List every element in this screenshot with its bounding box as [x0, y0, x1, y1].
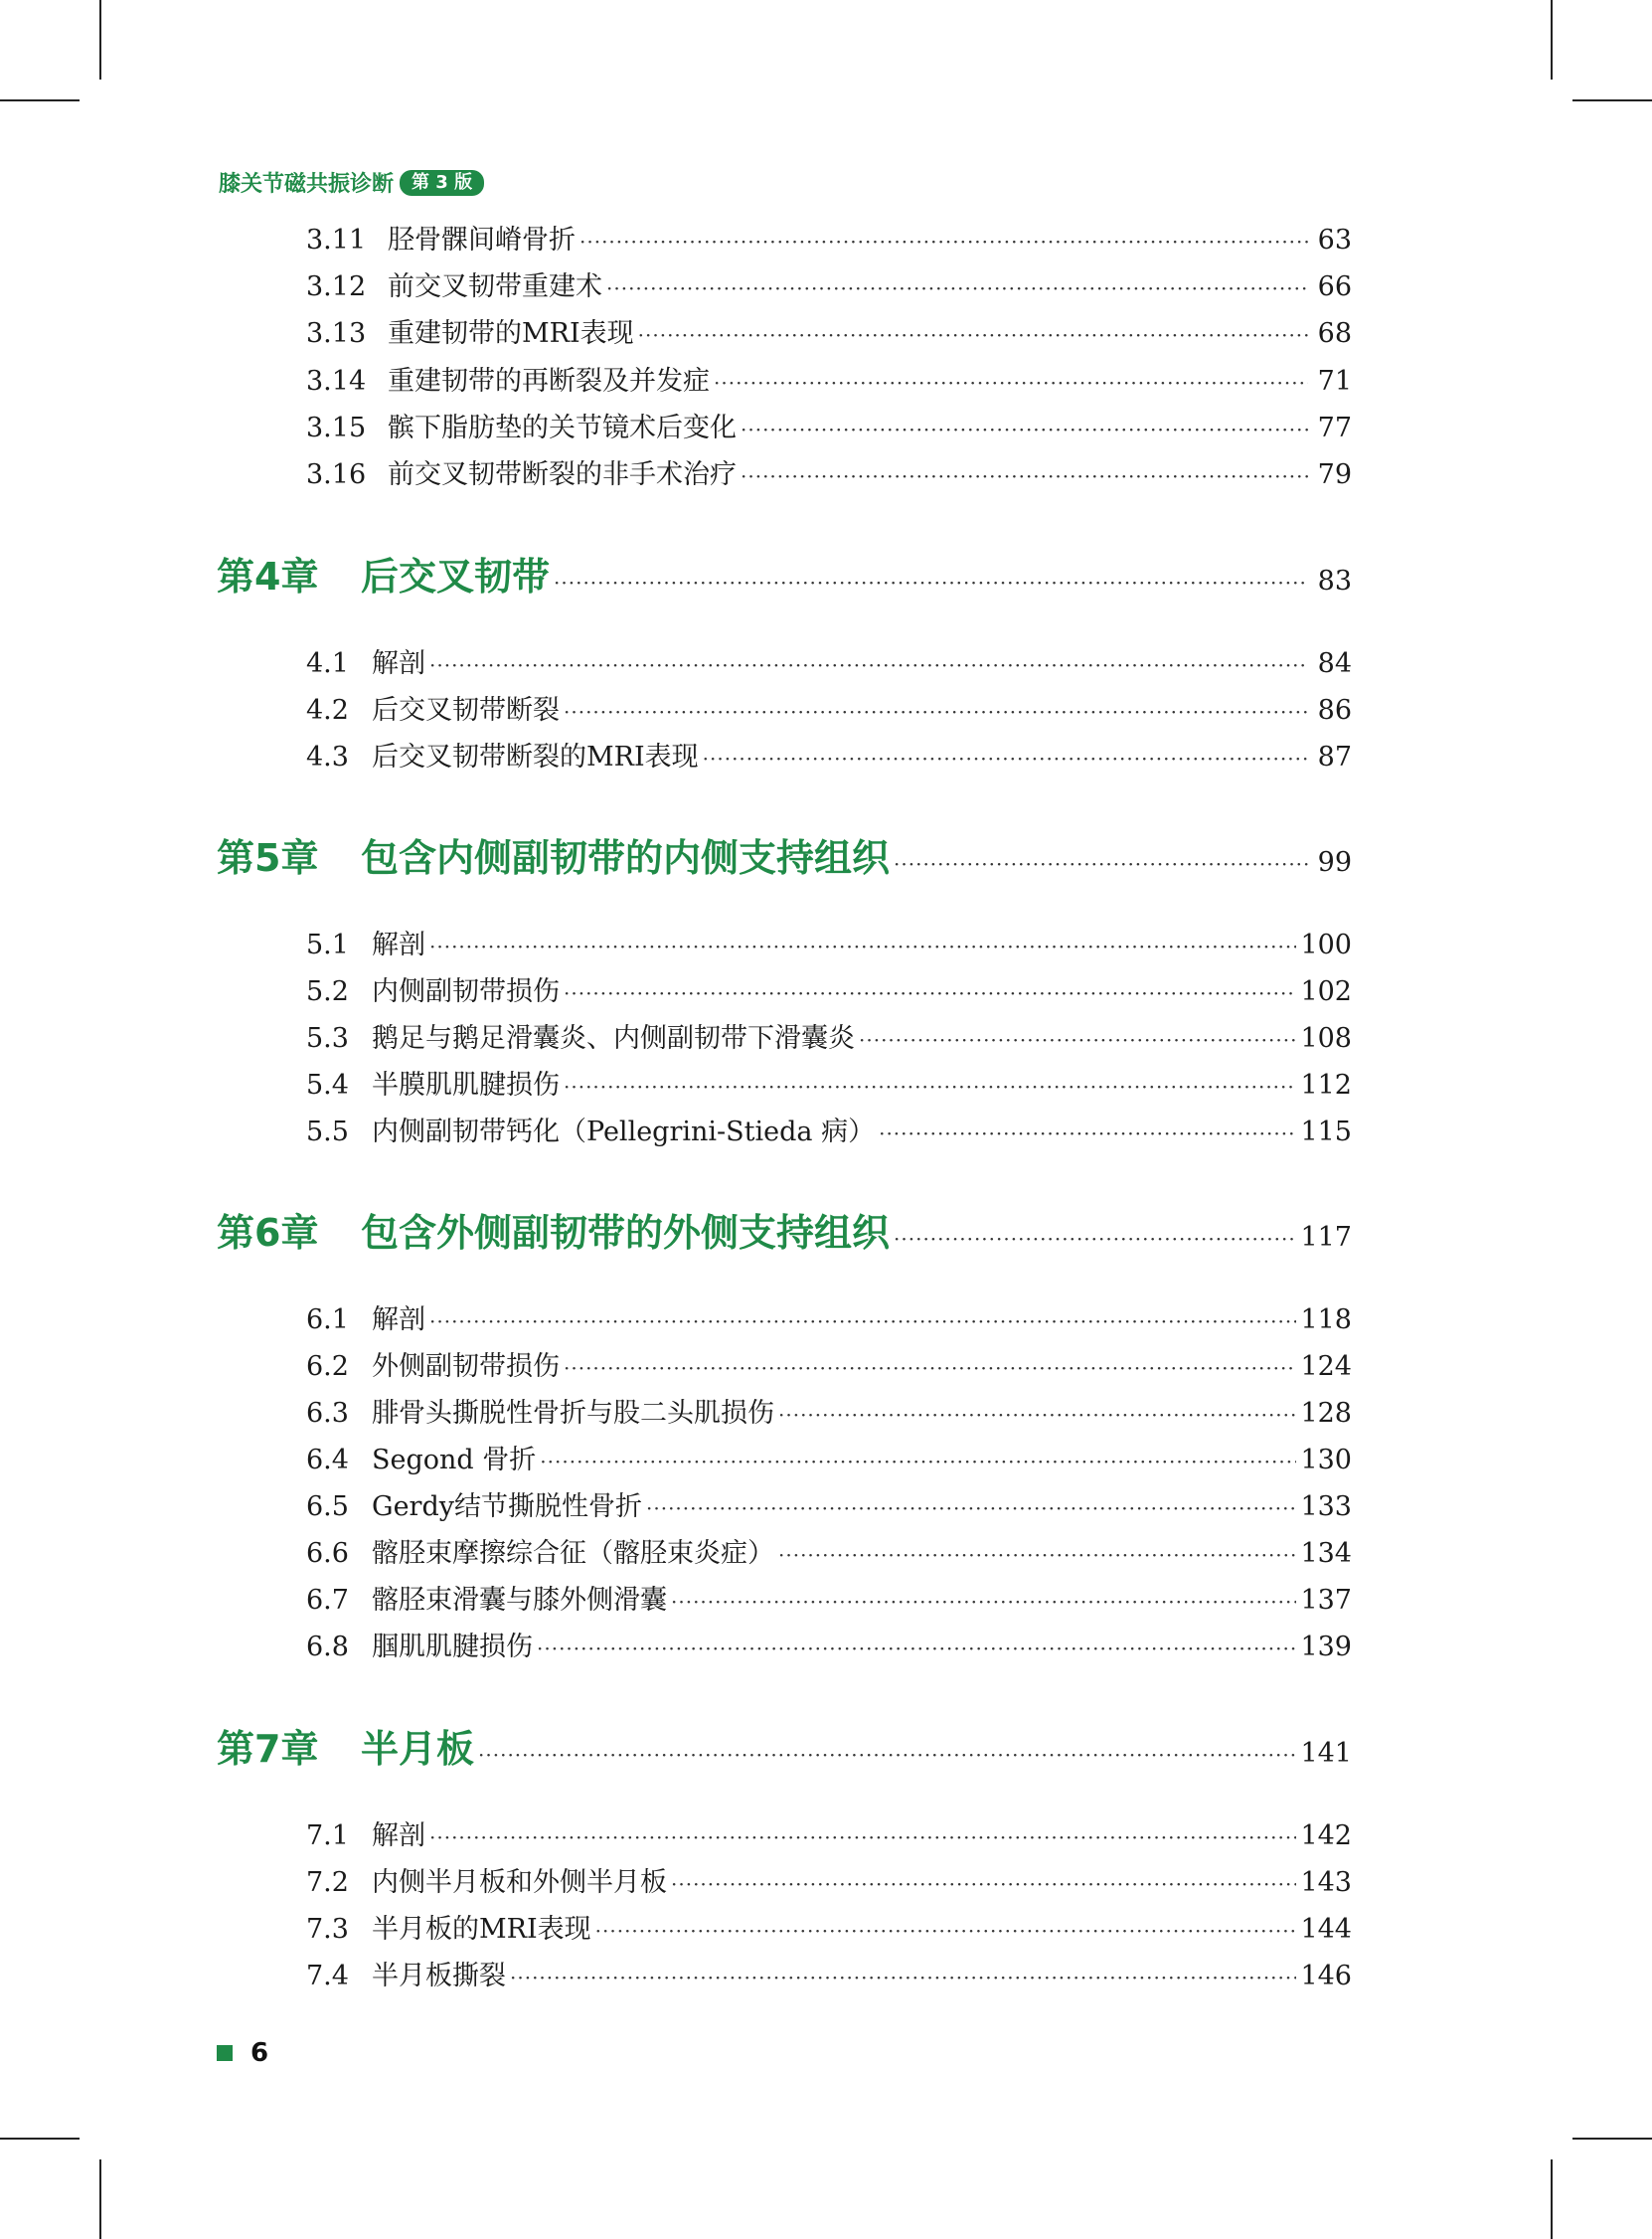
leader-dots — [741, 456, 1308, 496]
leader-dots — [671, 1582, 1296, 1622]
section-page: 124 — [1300, 1351, 1352, 1382]
section-number: 4.1 — [306, 648, 349, 679]
section-page: 79 — [1317, 459, 1352, 490]
section-page: 118 — [1300, 1304, 1352, 1335]
section-title: 解剖 — [372, 648, 425, 679]
section-number: 6.3 — [306, 1398, 349, 1429]
leader-dots — [537, 1629, 1296, 1668]
toc-section-row[interactable] — [306, 1534, 1352, 1574]
leader-dots — [478, 1727, 1296, 1783]
toc-section-row[interactable] — [306, 314, 1352, 354]
leader-dots — [564, 973, 1296, 1013]
section-page: 133 — [1300, 1491, 1352, 1522]
leader-dots — [429, 1817, 1296, 1857]
toc-section-row[interactable] — [306, 1066, 1352, 1106]
toc-section-row[interactable] — [306, 221, 1352, 260]
toc-section-row[interactable] — [306, 455, 1352, 495]
chapter-page: 141 — [1300, 1738, 1352, 1769]
section-title: 髂胫束摩擦综合征（髂胫束炎症） — [372, 1538, 774, 1569]
leader-dots — [778, 1535, 1296, 1575]
leader-dots — [741, 410, 1308, 449]
leader-dots — [554, 555, 1308, 610]
toc-section-row[interactable] — [306, 1394, 1352, 1434]
chapter-number: 第5章 — [217, 836, 319, 880]
section-title: 鹅足与鹅足滑囊炎、内侧副韧带下滑囊炎 — [372, 1023, 855, 1054]
section-title: 腓骨头撕脱性骨折与股二头肌损伤 — [372, 1398, 774, 1429]
leader-dots — [894, 836, 1308, 892]
section-page: 112 — [1300, 1070, 1352, 1101]
toc-section-row[interactable] — [306, 1910, 1352, 1950]
leader-dots — [879, 1114, 1296, 1153]
section-title: Gerdy结节撕脱性骨折 — [372, 1491, 642, 1522]
section-title: 外侧副韧带损伤 — [372, 1351, 560, 1382]
section-page: 100 — [1300, 930, 1352, 960]
section-number: 5.4 — [306, 1070, 349, 1101]
section-number: 4.2 — [306, 695, 349, 726]
section-page: 102 — [1300, 976, 1352, 1007]
section-page: 139 — [1300, 1632, 1352, 1662]
toc-section-row[interactable] — [306, 1863, 1352, 1903]
toc-chapter-row[interactable] — [217, 830, 1352, 886]
section-title: 内侧副韧带损伤 — [372, 976, 560, 1007]
leader-dots — [703, 739, 1308, 778]
section-title: 内侧副韧带钙化（Pellegrini-Stieda 病） — [372, 1117, 876, 1147]
section-title: 腘肌肌腱损伤 — [372, 1632, 533, 1662]
section-number: 7.1 — [306, 1820, 349, 1851]
section-number: 6.5 — [306, 1491, 349, 1522]
toc-section-row[interactable] — [306, 1019, 1352, 1059]
section-number: 6.1 — [306, 1304, 349, 1335]
toc-section-row[interactable] — [306, 1487, 1352, 1527]
section-number: 5.1 — [306, 930, 349, 960]
section-page: 134 — [1300, 1538, 1352, 1569]
toc-section-row[interactable] — [306, 926, 1352, 965]
section-number: 3.16 — [306, 459, 367, 490]
leader-dots — [714, 363, 1308, 403]
section-number: 6.8 — [306, 1632, 349, 1662]
leader-dots — [859, 1020, 1296, 1060]
toc-section-row[interactable] — [306, 362, 1352, 402]
toc-section-row[interactable] — [306, 1347, 1352, 1387]
section-number: 5.3 — [306, 1023, 349, 1054]
toc-section-row[interactable] — [306, 1581, 1352, 1621]
section-page: 77 — [1317, 413, 1352, 443]
section-page: 143 — [1300, 1867, 1352, 1898]
section-number: 4.3 — [306, 742, 349, 773]
toc-chapter-row[interactable] — [217, 549, 1352, 604]
edition-badge: 第 3 版 — [400, 170, 484, 196]
running-header — [219, 167, 484, 198]
section-title: 后交叉韧带断裂 — [372, 695, 560, 726]
section-number: 6.7 — [306, 1585, 349, 1616]
section-title: 内侧半月板和外侧半月板 — [372, 1867, 667, 1898]
leader-dots — [646, 1488, 1296, 1528]
crop-mark — [1551, 2159, 1553, 2239]
section-number: 3.13 — [306, 318, 367, 349]
leader-dots — [429, 645, 1308, 685]
toc-chapter-row[interactable] — [217, 1721, 1352, 1777]
section-number: 7.3 — [306, 1914, 349, 1945]
section-title: 后交叉韧带断裂的MRI表现 — [372, 742, 699, 773]
book-title: 膝关节磁共振诊断 — [219, 172, 395, 197]
leader-dots — [606, 268, 1308, 308]
crop-mark — [1551, 0, 1553, 80]
section-page: 63 — [1317, 225, 1352, 256]
section-page: 108 — [1300, 1023, 1352, 1054]
chapter-number: 第7章 — [217, 1727, 319, 1771]
section-title: 解剖 — [372, 1820, 425, 1851]
leader-dots — [429, 927, 1296, 966]
chapter-number: 第4章 — [217, 555, 319, 599]
section-number: 6.4 — [306, 1445, 349, 1475]
chapter-page: 99 — [1317, 847, 1352, 878]
section-page: 142 — [1300, 1820, 1352, 1851]
crop-mark — [1572, 2138, 1652, 2140]
leader-dots — [579, 222, 1308, 261]
section-page: 130 — [1300, 1445, 1352, 1475]
leader-dots — [429, 1301, 1296, 1341]
chapter-title: 半月板 — [361, 1727, 475, 1771]
page-footer — [217, 2038, 268, 2068]
chapter-page: 117 — [1300, 1222, 1352, 1253]
leader-dots — [638, 315, 1308, 355]
section-page: 128 — [1300, 1398, 1352, 1429]
section-page: 84 — [1317, 648, 1352, 679]
section-page: 87 — [1317, 742, 1352, 773]
chapter-number: 第6章 — [217, 1211, 319, 1255]
leader-dots — [894, 1211, 1296, 1267]
leader-dots — [540, 1442, 1296, 1481]
section-title: 半月板的MRI表现 — [372, 1914, 591, 1945]
leader-dots — [778, 1395, 1296, 1435]
leader-dots — [564, 1348, 1296, 1388]
chapter-title: 包含外侧副韧带的外侧支持组织 — [361, 1211, 891, 1255]
section-page: 137 — [1300, 1585, 1352, 1616]
section-title: 前交叉韧带断裂的非手术治疗 — [388, 459, 737, 490]
leader-dots — [671, 1864, 1296, 1904]
section-number: 6.2 — [306, 1351, 349, 1382]
section-page: 66 — [1317, 271, 1352, 302]
toc-section-row[interactable] — [306, 267, 1352, 307]
toc-section-row[interactable] — [306, 738, 1352, 777]
section-page: 115 — [1300, 1117, 1352, 1147]
section-number: 6.6 — [306, 1538, 349, 1569]
crop-mark — [0, 2138, 80, 2140]
toc-section-row[interactable] — [306, 1957, 1352, 1996]
section-number: 5.2 — [306, 976, 349, 1007]
chapter-title: 后交叉韧带 — [361, 555, 551, 599]
section-number: 7.2 — [306, 1867, 349, 1898]
leader-dots — [564, 1067, 1296, 1107]
section-number: 7.4 — [306, 1961, 349, 1991]
section-title: 胫骨髁间嵴骨折 — [388, 225, 576, 256]
toc-section-row[interactable] — [306, 1441, 1352, 1480]
section-title: 髂胫束滑囊与膝外侧滑囊 — [372, 1585, 667, 1616]
leader-dots — [510, 1958, 1296, 1997]
toc-chapter-row[interactable] — [217, 1205, 1352, 1261]
section-page: 68 — [1317, 318, 1352, 349]
section-number: 3.12 — [306, 271, 367, 302]
section-page: 71 — [1317, 366, 1352, 397]
page-number: 6 — [250, 2038, 269, 2068]
toc-section-row[interactable] — [306, 972, 1352, 1012]
section-page: 146 — [1300, 1961, 1352, 1991]
toc-section-row[interactable] — [306, 1300, 1352, 1340]
section-page: 86 — [1317, 695, 1352, 726]
section-number: 5.5 — [306, 1117, 349, 1147]
chapter-title: 包含内侧副韧带的内侧支持组织 — [361, 836, 891, 880]
section-title: 半膜肌肌腱损伤 — [372, 1070, 560, 1101]
crop-mark — [99, 2159, 101, 2239]
crop-mark — [0, 99, 80, 101]
section-title: 解剖 — [372, 930, 425, 960]
section-number: 3.11 — [306, 225, 367, 256]
section-title: 解剖 — [372, 1304, 425, 1335]
section-title: 重建韧带的MRI表现 — [388, 318, 634, 349]
section-title: 半月板撕裂 — [372, 1961, 506, 1991]
section-page: 144 — [1300, 1914, 1352, 1945]
leader-dots — [595, 1911, 1297, 1951]
crop-mark — [99, 0, 101, 80]
toc-section-row[interactable] — [306, 409, 1352, 448]
toc-section-row[interactable] — [306, 644, 1352, 684]
section-number: 3.14 — [306, 366, 367, 397]
toc-section-row[interactable] — [306, 691, 1352, 731]
crop-mark — [1572, 99, 1652, 101]
leader-dots — [564, 692, 1308, 732]
section-title: 髌下脂肪垫的关节镜术后变化 — [388, 413, 737, 443]
section-title: Segond 骨折 — [372, 1445, 537, 1475]
toc-section-row[interactable] — [306, 1816, 1352, 1856]
section-title: 重建韧带的再断裂及并发症 — [388, 366, 710, 397]
chapter-page: 83 — [1317, 566, 1352, 597]
section-title: 前交叉韧带重建术 — [388, 271, 602, 302]
section-number: 3.15 — [306, 413, 367, 443]
footer-square-icon — [217, 2045, 233, 2061]
toc-section-row[interactable] — [306, 1628, 1352, 1667]
toc-section-row[interactable] — [306, 1113, 1352, 1152]
